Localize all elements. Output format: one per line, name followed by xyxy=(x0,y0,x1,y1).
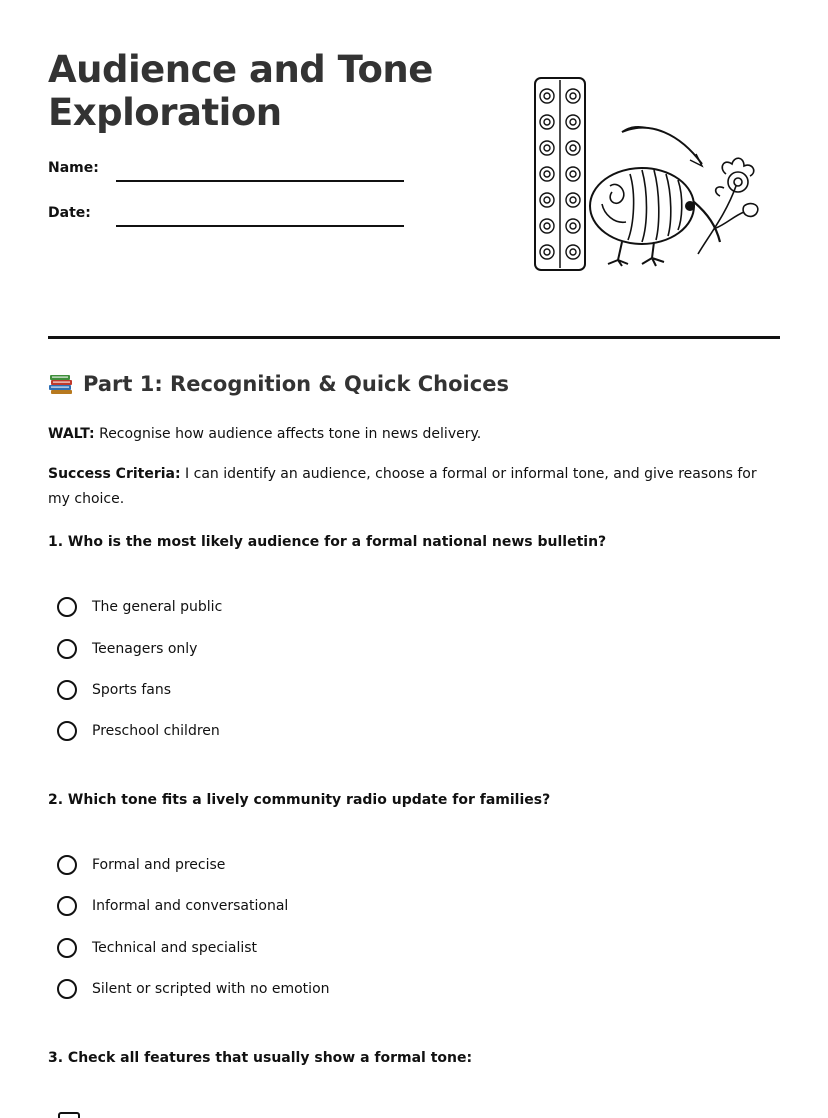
section-title-text: Part 1: Recognition & Quick Choices xyxy=(83,372,509,396)
option-label: Informal and conversational xyxy=(92,898,289,914)
q2-option-4[interactable] xyxy=(57,979,330,999)
radio-button[interactable] xyxy=(57,639,77,659)
option-label: The general public xyxy=(92,599,223,615)
section-title xyxy=(48,372,509,396)
q3-checkbox-1[interactable] xyxy=(58,1112,80,1118)
radio-button[interactable] xyxy=(57,597,77,617)
radio-button[interactable] xyxy=(57,896,77,916)
date-field[interactable] xyxy=(116,225,404,227)
radio-button[interactable] xyxy=(57,680,77,700)
section-divider xyxy=(48,336,780,339)
option-label: Silent or scripted with no emotion xyxy=(92,981,330,997)
radio-button[interactable] xyxy=(57,721,77,741)
walt-paragraph xyxy=(48,422,778,447)
option-label: Sports fans xyxy=(92,682,172,698)
q1-option-1[interactable] xyxy=(57,597,222,617)
success-criteria-label: Success Criteria: xyxy=(48,466,181,482)
radio-button[interactable] xyxy=(57,979,77,999)
success-criteria-text: I can identify an audience, choose a formal or informal tone, and give reasons for my choice. xyxy=(48,466,757,507)
success-criteria-paragraph xyxy=(48,462,778,512)
radio-button[interactable] xyxy=(57,855,77,875)
q1-option-2[interactable] xyxy=(57,639,197,659)
q1-option-4[interactable] xyxy=(57,721,220,741)
name-field[interactable] xyxy=(116,180,404,182)
question-1: 1. Who is the most likely audience for a formal national news bulletin? xyxy=(48,534,607,550)
name-label: Name: xyxy=(48,160,99,176)
q2-option-2[interactable] xyxy=(57,896,288,916)
option-label: Technical and specialist xyxy=(92,940,258,956)
carved-post-icon xyxy=(535,78,585,270)
flower-icon xyxy=(698,158,758,254)
page-title: Audience and Tone Exploration xyxy=(48,48,433,134)
books-icon xyxy=(48,372,74,396)
option-label: Teenagers only xyxy=(92,641,198,657)
q1-option-3[interactable] xyxy=(57,680,171,700)
walt-label: WALT: xyxy=(48,426,95,442)
q2-option-1[interactable] xyxy=(57,855,225,875)
question-3: 3. Check all features that usually show a formal tone: xyxy=(48,1050,473,1066)
question-2: 2. Which tone fits a lively community radio update for families? xyxy=(48,792,551,808)
walt-text: Recognise how audience affects tone in news delivery. xyxy=(94,426,482,442)
option-label: Formal and precise xyxy=(92,857,226,873)
q2-option-3[interactable] xyxy=(57,938,257,958)
option-label: Preschool children xyxy=(92,723,220,739)
kiwi-illustration xyxy=(530,74,765,274)
date-label: Date: xyxy=(48,205,91,221)
radio-button[interactable] xyxy=(57,938,77,958)
